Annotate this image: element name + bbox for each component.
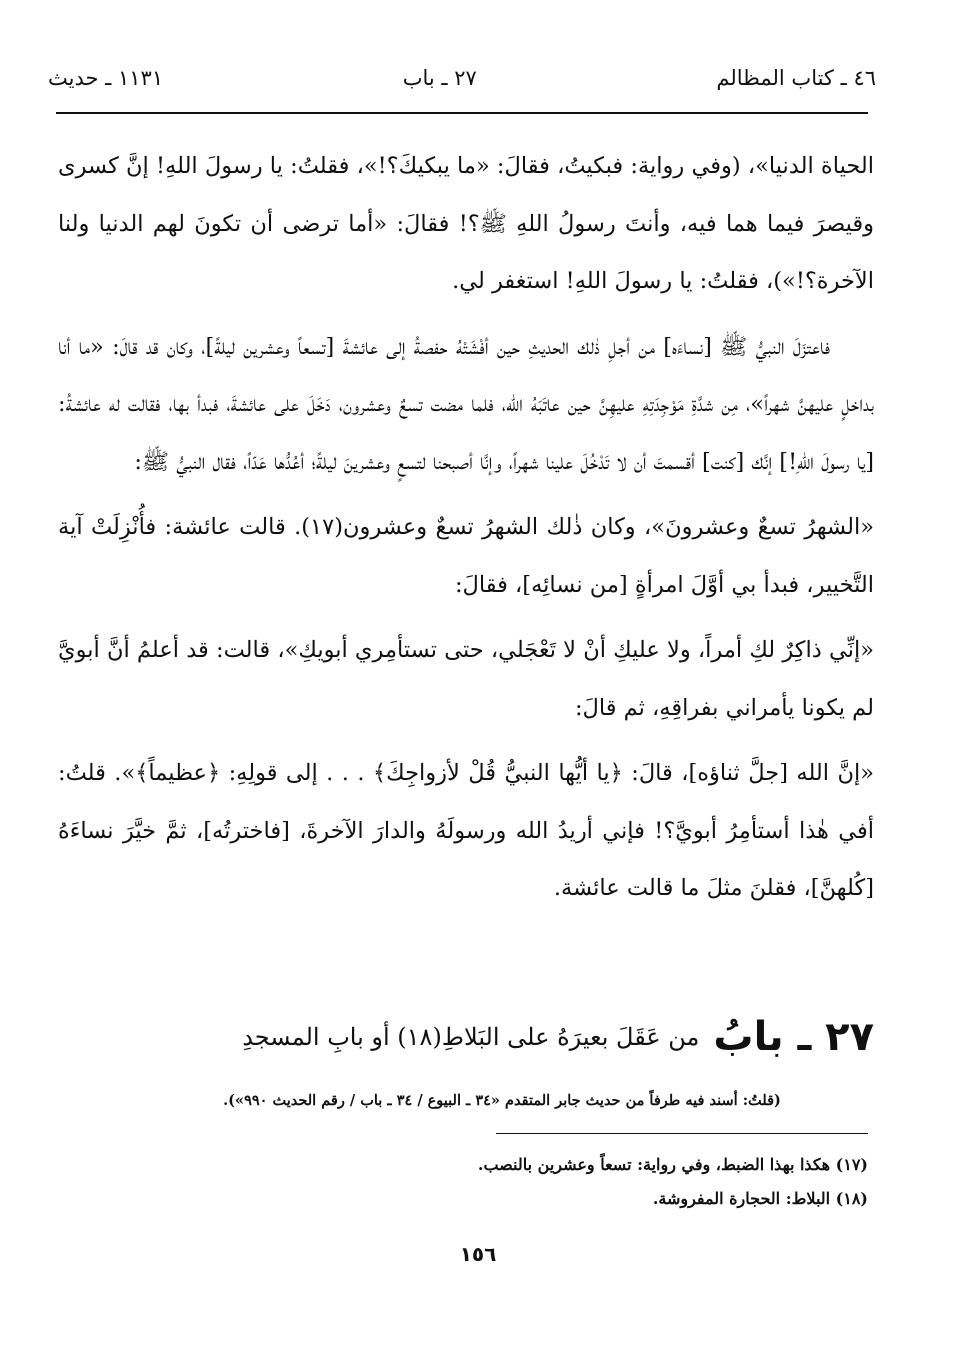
running-header (48, 62, 876, 94)
page-number: ١٥٦ (459, 1242, 497, 1266)
header-hadith-number: ١١٣١ ـ حديث (48, 66, 164, 90)
footnote: (١٧) هكذا بهذا الضبط، وفي رواية: تسعاً وعشرين بالنصب. (477, 1155, 868, 1174)
chapter-heading (120, 1002, 874, 1072)
header-chapter: ٢٧ ـ باب (402, 66, 477, 90)
footnote: (١٨) البلاط: الحجارة المفروشة. (652, 1189, 868, 1208)
paragraph: «إنِّي ذاكِرٌ لكِ أمراً، ولا عليكِ أنْ لا تَعْجَلي، حتى تستأمِري أبويكِ»، قالت: قد أعلمُ أنَّ أبويَّ لم يكونا يأمراني بفراقِهِ، ثم قالَ: (58, 637, 874, 721)
footnotes (120, 1148, 868, 1216)
header-book-title: ٤٦ ـ كتاب المظالم (716, 66, 876, 90)
paragraph: «الشهرُ تسعٌ وعشرونَ»، وكان ذٰلك الشهرُ تسعٌ وعشرون(١٧). قالت عائشة: فأُنْزِلَتْ آية التَّخيير، فبدأ بي أوَّلَ امرأةٍ [من نسائِه]، فقالَ: (58, 514, 875, 598)
paragraph: الحياة الدنيا»، (وفي رواية: فبكيتُ، فقالَ: «ما يبكيكَ؟!»، فقلتُ: يا رسولَ اللهِ! إنَّ كسرى وقيصرَ فيما هما فيه، وأنتَ رسولُ اللهِ ﷺ؟! فقالَ: «أما ترضى أن تكونَ لهم الدنيا ولنا الآخرة؟!»)، فقلتُ: يا رسولَ اللهِ! استغفر لي. (58, 153, 874, 294)
body-text (58, 138, 874, 918)
paragraph: فاعتزَلَ النبيُّ ﷺ [نساءَه] من أجلِ ذٰلك الحديثِ حين أفْشَتْهُ حفصةُ إلى عائشةَ [تسعاً وعشرين ليلةً]، وكان قد قالَ: «ما أنا بداخلٍ عليهنَّ شهراً»، مِن شدَّةِ مَوْجِدَتِهِ عليهِنَّ حين عاتَبَهُ الله، فلما مضت تسعٌ وعشرون، دَخَلَ على عائشةَ، فبدأ بها، فقالت له عائشةُ: [يا رسولَ اللهِ!] إنَّك [كنت] أقسمتَ أن لا تَدْخُلَ علينا شهراً، وإنَّا أصبحنا لتسعٍ وعشرينَ ليلةً؛ أعُدُّها عَدّاً، فقال النبيُّ ﷺ: (58, 333, 874, 475)
paragraph: «إنَّ الله [جلَّ ثناؤه]، قالَ: ﴿يا أيُّها النبيُّ قُلْ لأزواجِكَ﴾ . . . إلى قولِهِ: ﴿عظيماً﴾». قلتُ: أفي هٰذا أستأمِرُ أبويَّ؟! فإني أريدُ الله ورسولَهُ والدارَ الآخرةَ، [فاخترتُه]، ثمَّ خيَّرَ نساءَهُ [كُلهنَّ]، فقلنَ مثلَ ما قالت عائشة. (58, 760, 874, 901)
footnote-divider (496, 1133, 868, 1134)
header-divider (56, 112, 868, 114)
chapter-number: ٢٧ ـ بابُ (713, 1014, 874, 1060)
chapter-title: من عَقَلَ بعيرَهُ على البَلاطِ(١٨) أو بابِ المسجدِ (242, 1023, 700, 1051)
chapter-note: (قلتُ: أسند فيه طرفاً من حديث جابر المتقدم «٣٤ ـ البيوع / ٣٤ ـ باب / رقم الحديث ٩٩٠»). (223, 1092, 781, 1109)
